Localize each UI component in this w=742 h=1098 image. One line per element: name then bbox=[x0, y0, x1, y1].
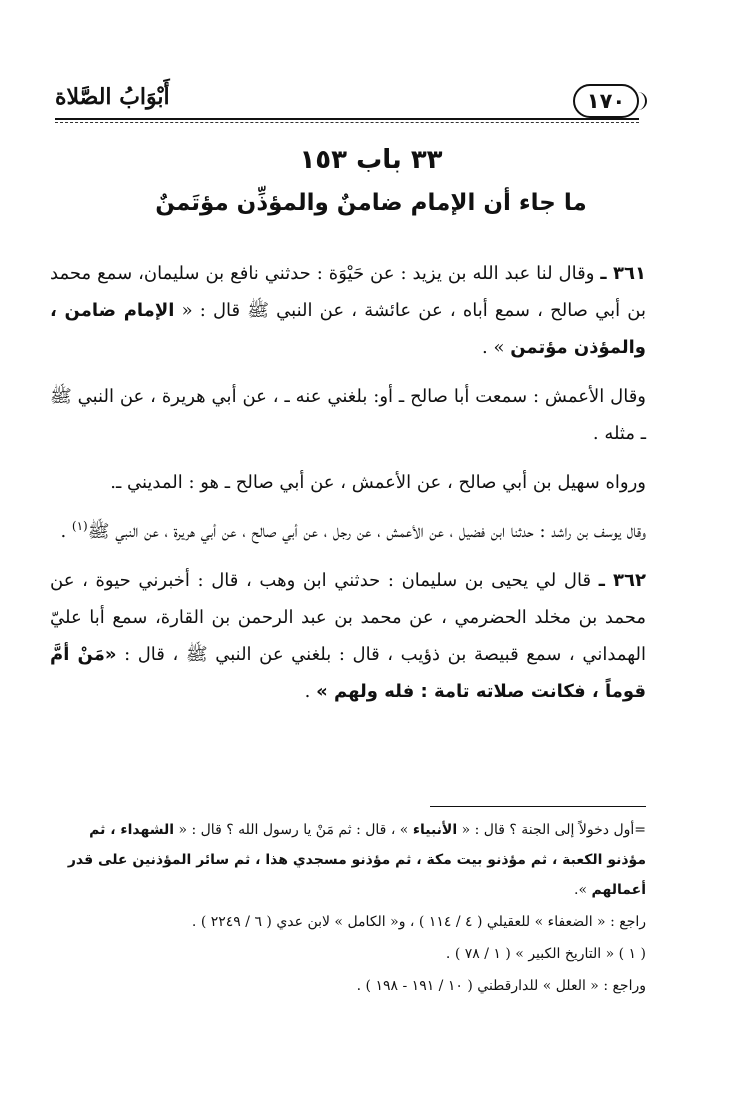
footnote-text: ». bbox=[574, 882, 588, 898]
paragraph-end: . bbox=[304, 681, 311, 702]
running-header: أَبْوَابُ الصَّلاة bbox=[55, 84, 170, 110]
paragraph-text: ورواه سهيل بن أبي صالح ، عن الأعمش ، عن أبي صالح ـ هو : المديني ـ. bbox=[110, 472, 646, 493]
hadith-number: ٣٦١ ـ bbox=[600, 263, 646, 284]
hadith-quote: الإمام ضامن ، والمؤذن مؤتمن bbox=[50, 300, 646, 358]
footnote-continuation bbox=[50, 815, 646, 905]
chapter-heading: ٣٣ باب ١٥٣ bbox=[299, 145, 443, 175]
paragraph-text: وقال يوسف بن راشد : حدثنا ابن فضيل ، عن الأعمش ، عن رجل ، عن أبي صالح ، عن أبي هريرة ، عن النبي ﷺ bbox=[87, 521, 646, 542]
hadith-quote: «مَنْ أمَّ قوماً ، فكانت صلاته تامة : فله ولهم » bbox=[50, 644, 646, 702]
chapter-title: ما جاء أن الإمام ضامنٌ والمؤذِّن مؤتَمنٌ bbox=[155, 190, 587, 216]
header-rule bbox=[55, 118, 639, 120]
paragraph-yusuf bbox=[50, 513, 646, 550]
footnote-1: ( ١ ) « التاريخ الكبير » ( ١ / ٧٨ ) . bbox=[445, 946, 646, 962]
footnote-rule bbox=[430, 806, 646, 807]
footnote-mark: (١) bbox=[71, 519, 88, 533]
paragraph-text: قال لي يحيى بن سليمان : حدثني ابن وهب ، قال : أخبرني حيوة ، عن محمد بن مخلد الحضرمي ، عن محمد بن عبد الرحمن بن القارة، سمع أبا عليّ الهمداني ، سمع قبيصة بن ذؤيب ، قال : بلغني عن النبي ﷺ ، قال : bbox=[50, 570, 646, 665]
footnote-text: =أول دخولاً إلى الجنة ؟ قال : « bbox=[461, 822, 646, 838]
footnote-bold: الأنبياء bbox=[412, 822, 458, 838]
hadith-number: ٣٦٢ ـ bbox=[598, 570, 646, 591]
paragraph-362 bbox=[50, 562, 646, 710]
paragraph-end: . bbox=[60, 521, 67, 542]
footnote-reference: راجع : « الضعفاء » للعقيلي ( ٤ / ١١٤ ) ، و« الكامل » لابن عدي ( ٦ / ٢٢٤٩ ) . bbox=[191, 914, 646, 930]
page-number-text: ١٧٠ bbox=[586, 89, 626, 113]
paragraph-end: » . bbox=[482, 337, 505, 358]
footnote-bold: الشهداء ، ثم مؤذنو الكعبة ، ثم مؤذنو بيت مكة ، ثم مؤذنو مسجدي هذا ، ثم سائر المؤذنين على قدر أعمالهم bbox=[67, 822, 646, 898]
body-text bbox=[50, 255, 646, 722]
paragraph-text: وقال لنا عبد الله بن يزيد : عن حَيْوَة : حدثني نافع بن سليمان، سمع محمد بن أبي صالح ، سمع أباه ، عن عائشة ، عن النبي ﷺ قال : « bbox=[50, 263, 646, 321]
footnote-reference-2: وراجع : « العلل » للدارقطني ( ١٠ / ١٩١ - ١٩٨ ) . bbox=[356, 978, 646, 994]
footnote-text: » ، قال : ثم مَنْ يا رسول الله ؟ قال : « bbox=[178, 822, 409, 838]
paragraph-361 bbox=[50, 255, 646, 366]
paragraph-suhail bbox=[50, 464, 646, 501]
footnotes bbox=[50, 815, 646, 1003]
paragraph-a-amash bbox=[50, 378, 646, 452]
header-rule-dashed bbox=[55, 122, 639, 123]
paragraph-text: وقال الأعمش : سمعت أبا صالح ـ أو: بلغني عنه ـ ، عن أبي هريرة ، عن النبي ﷺ ـ مثله . bbox=[50, 386, 646, 444]
page-number bbox=[573, 84, 639, 118]
